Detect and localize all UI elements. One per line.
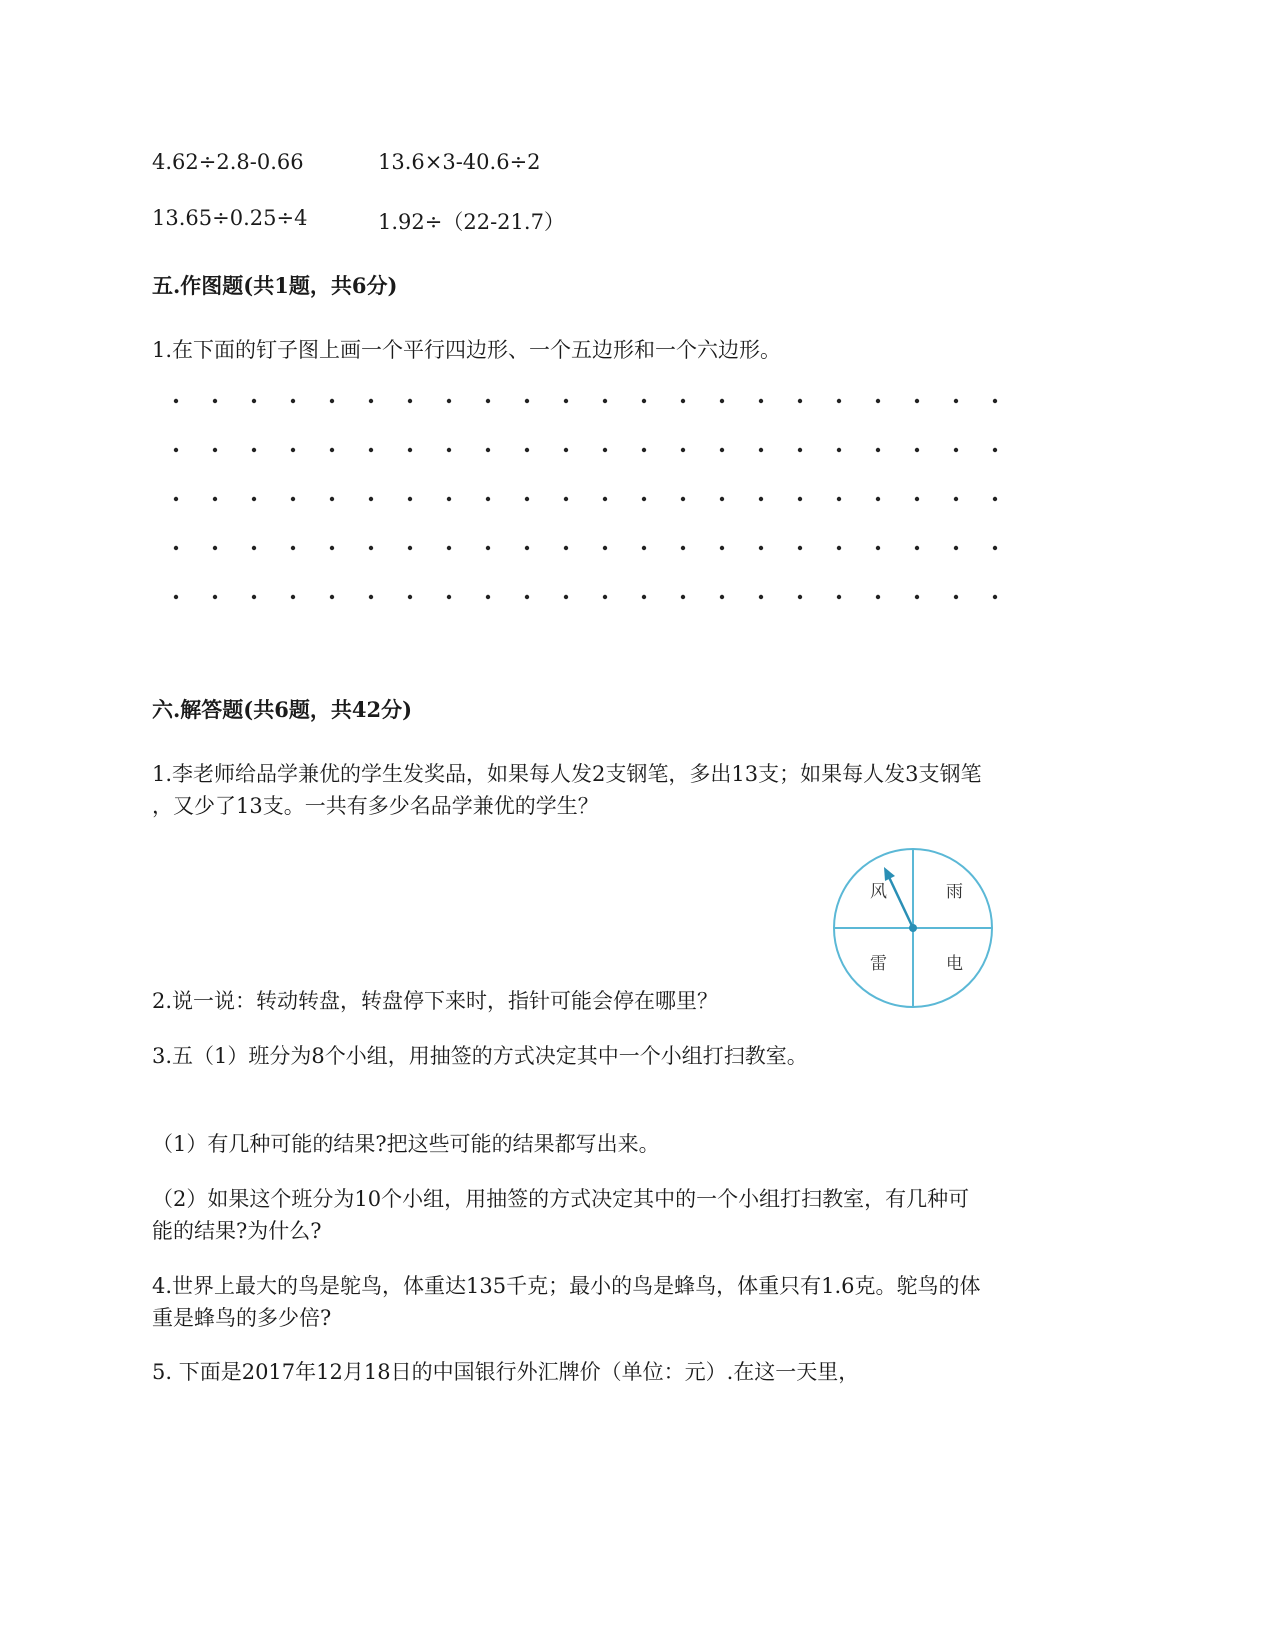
nail-dot xyxy=(486,595,490,599)
nail-dot xyxy=(291,399,295,403)
nail-dot xyxy=(915,595,919,599)
nail-dot xyxy=(759,399,763,403)
section-6-question-5: 5. 下面是2017年12月18日的中国银行外汇牌价（单位：元）.在这一天里， xyxy=(152,1360,860,1384)
nail-dot xyxy=(252,546,256,550)
nail-dot xyxy=(876,399,880,403)
nail-dot xyxy=(759,546,763,550)
nail-dot xyxy=(993,546,997,550)
nail-dot xyxy=(408,399,412,403)
nail-dot xyxy=(564,448,568,452)
section-5-heading: 五.作图题(共1题，共6分) xyxy=(152,273,398,298)
nail-dot xyxy=(603,595,607,599)
nail-dot xyxy=(213,399,217,403)
nail-dot xyxy=(525,399,529,403)
spinner-label-wind: 风 xyxy=(870,882,887,902)
nail-dot xyxy=(603,497,607,501)
nail-dot xyxy=(720,595,724,599)
section-6-question-4 xyxy=(152,1270,1132,1334)
section-6-question-2: 2.说一说：转动转盘，转盘停下来时，指针可能会停在哪里？ xyxy=(152,989,719,1013)
nail-dot xyxy=(525,448,529,452)
nail-dot xyxy=(369,399,373,403)
nail-dot xyxy=(564,595,568,599)
nail-dot xyxy=(252,448,256,452)
nail-dot xyxy=(252,497,256,501)
nail-dot xyxy=(915,497,919,501)
question-3-sub-2-line-1: （2）如果这个班分为10个小组，用抽签的方式决定其中的一个小组打扫教室，有几种可 xyxy=(152,1187,970,1211)
nail-dot xyxy=(954,448,958,452)
nail-dot xyxy=(447,448,451,452)
spinner-label-lightning: 电 xyxy=(946,954,963,974)
nail-dot xyxy=(174,595,178,599)
spinner-label-rain: 雨 xyxy=(946,882,963,902)
nail-dot xyxy=(408,448,412,452)
nail-dot xyxy=(642,546,646,550)
nail-dot xyxy=(954,399,958,403)
nail-dot xyxy=(291,497,295,501)
nail-dot xyxy=(915,448,919,452)
nail-dot xyxy=(174,546,178,550)
nail-dot xyxy=(915,546,919,550)
section-6-question-1 xyxy=(152,758,1132,822)
question-4-line-1: 4.世界上最大的鸟是鸵鸟，体重达135千克；最小的鸟是蜂鸟，体重只有1.6克。鸵鸟的体 xyxy=(152,1274,981,1298)
nail-dot xyxy=(525,595,529,599)
exercise-2: 13.6×3-40.6÷2 xyxy=(378,150,541,174)
exercise-1: 4.62÷2.8-0.66 xyxy=(152,150,304,174)
nail-dot xyxy=(564,399,568,403)
nail-dot-grid xyxy=(170,395,1010,625)
nail-dot xyxy=(174,399,178,403)
spinner-center xyxy=(909,924,917,932)
nail-dot xyxy=(681,546,685,550)
nail-dot xyxy=(798,546,802,550)
nail-dot xyxy=(174,448,178,452)
nail-dot xyxy=(993,595,997,599)
nail-dot xyxy=(954,546,958,550)
nail-dot xyxy=(408,546,412,550)
nail-dot xyxy=(720,448,724,452)
nail-dot xyxy=(993,399,997,403)
nail-dot xyxy=(720,497,724,501)
nail-dot xyxy=(447,546,451,550)
nail-dot xyxy=(798,497,802,501)
nail-dot xyxy=(915,399,919,403)
nail-dot xyxy=(291,595,295,599)
nail-dot xyxy=(642,595,646,599)
nail-dot xyxy=(291,546,295,550)
nail-dot xyxy=(330,399,334,403)
nail-dot xyxy=(291,448,295,452)
nail-dot xyxy=(174,497,178,501)
nail-dot xyxy=(837,399,841,403)
nail-dot xyxy=(681,448,685,452)
nail-dot xyxy=(252,399,256,403)
nail-dot xyxy=(993,448,997,452)
nail-dot xyxy=(525,497,529,501)
nail-dot xyxy=(681,399,685,403)
nail-dot xyxy=(798,448,802,452)
nail-dot xyxy=(603,546,607,550)
nail-dot xyxy=(642,399,646,403)
nail-dot xyxy=(486,448,490,452)
nail-dot xyxy=(252,595,256,599)
nail-dot xyxy=(876,546,880,550)
nail-dot xyxy=(876,448,880,452)
nail-dot xyxy=(369,595,373,599)
nail-dot xyxy=(408,595,412,599)
nail-dot xyxy=(564,497,568,501)
nail-dot xyxy=(720,546,724,550)
section-6-heading: 六.解答题(共6题，共42分) xyxy=(152,697,413,722)
nail-dot xyxy=(876,595,880,599)
nail-dot xyxy=(759,595,763,599)
nail-dot xyxy=(759,497,763,501)
nail-dot xyxy=(213,546,217,550)
nail-dot xyxy=(408,497,412,501)
nail-dot xyxy=(486,399,490,403)
spinner-wheel xyxy=(828,843,998,1013)
nail-dot xyxy=(837,497,841,501)
nail-dot xyxy=(603,399,607,403)
nail-dot xyxy=(330,497,334,501)
nail-dot xyxy=(369,448,373,452)
nail-dot xyxy=(564,546,568,550)
nail-dot xyxy=(447,399,451,403)
nail-dot xyxy=(798,595,802,599)
exercise-4: 1.92÷（22-21.7） xyxy=(378,210,565,234)
nail-dot xyxy=(759,448,763,452)
nail-dot xyxy=(447,595,451,599)
nail-dot xyxy=(369,497,373,501)
nail-dot xyxy=(837,546,841,550)
spinner-pointer xyxy=(888,875,913,928)
nail-dot xyxy=(993,497,997,501)
question-1-line-1: 1.李老师给品学兼优的学生发奖品，如果每人发2支钢笔，多出13支；如果每人发3支钢笔 xyxy=(152,762,982,786)
nail-dot xyxy=(642,448,646,452)
nail-dot xyxy=(447,497,451,501)
exercise-3: 13.65÷0.25÷4 xyxy=(152,206,308,230)
nail-dot xyxy=(603,448,607,452)
nail-dot xyxy=(525,546,529,550)
nail-dot xyxy=(876,497,880,501)
nail-dot xyxy=(330,448,334,452)
question-3-sub-2 xyxy=(152,1183,1132,1247)
nail-dot xyxy=(213,497,217,501)
nail-dot xyxy=(330,546,334,550)
nail-dot xyxy=(642,497,646,501)
question-1-line-2: ，又少了13支。一共有多少名品学兼优的学生？ xyxy=(152,794,599,818)
nail-dot xyxy=(681,497,685,501)
section-5-question-1: 1.在下面的钉子图上画一个平行四边形、一个五边形和一个六边形。 xyxy=(152,338,782,362)
nail-dot xyxy=(837,595,841,599)
nail-dot xyxy=(213,448,217,452)
nail-dot xyxy=(330,595,334,599)
nail-dot xyxy=(954,497,958,501)
spinner-label-thunder: 雷 xyxy=(870,954,887,974)
nail-dot xyxy=(798,399,802,403)
question-3-sub-2-line-2: 能的结果?为什么? xyxy=(152,1219,322,1243)
question-4-line-2: 重是蜂鸟的多少倍? xyxy=(152,1306,332,1330)
nail-dot xyxy=(486,546,490,550)
nail-dot xyxy=(369,546,373,550)
nail-dot xyxy=(720,399,724,403)
nail-dot xyxy=(681,595,685,599)
nail-dot xyxy=(213,595,217,599)
question-3-sub-1: （1）有几种可能的结果?把这些可能的结果都写出来。 xyxy=(152,1132,660,1156)
nail-dot xyxy=(954,595,958,599)
nail-dot xyxy=(837,448,841,452)
nail-dot xyxy=(486,497,490,501)
section-6-question-3: 3.五（1）班分为8个小组，用抽签的方式决定其中一个小组打扫教室。 xyxy=(152,1044,808,1068)
